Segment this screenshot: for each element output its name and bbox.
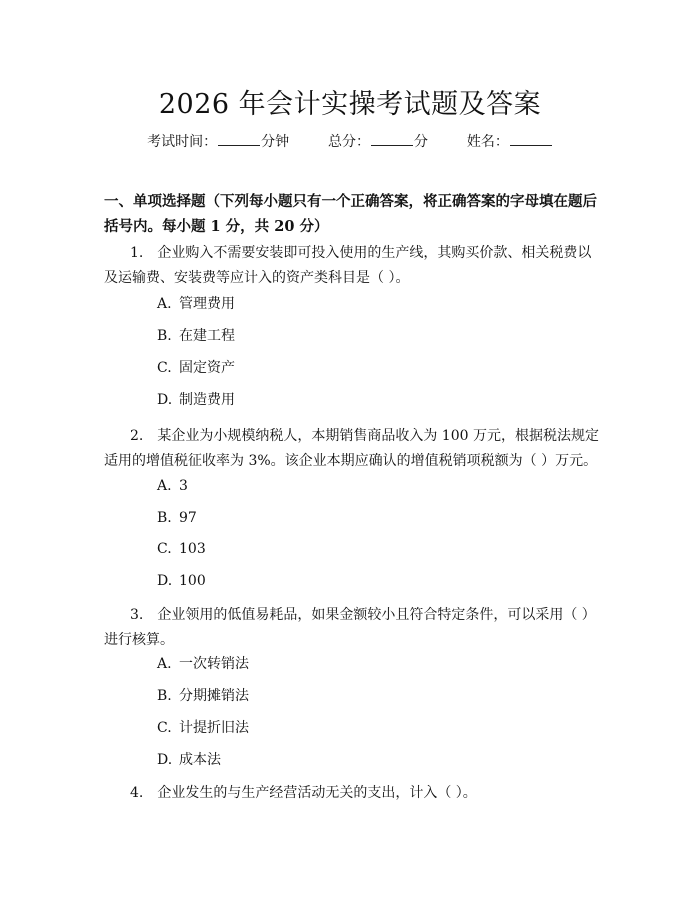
option-text: 成本法 bbox=[179, 752, 221, 768]
option-text: 计提折旧法 bbox=[179, 720, 249, 736]
option-text: 103 bbox=[179, 541, 206, 557]
option-text: 固定资产 bbox=[179, 360, 235, 376]
question-2-stem: 2. 某企业为小规模纳税人，本期销售商品收入为 100 万元，根据税法规定适用的增值税征收率为 3%。该企业本期应确认的增值税销项税额为（ ）万元。 bbox=[104, 428, 599, 469]
question-2-option-c bbox=[157, 539, 206, 559]
question-3-stem: 3. 企业领用的低值易耗品，如果金额较小且符合特定条件，可以采用（ ）进行核算。 bbox=[104, 607, 596, 648]
option-letter: A. bbox=[157, 656, 172, 672]
question-2-option-d bbox=[157, 571, 206, 591]
question-1-stem: 1. 企业购入不需要安装即可投入使用的生产线，其购买价款、相关税费以及运输费、安装费等应计入的资产类科目是（ ）。 bbox=[104, 245, 592, 286]
name-blank bbox=[510, 133, 552, 146]
option-letter: C. bbox=[157, 720, 172, 736]
document-title: 2026 年会计实操考试题及答案 bbox=[158, 89, 542, 120]
option-letter: D. bbox=[157, 752, 173, 768]
option-text: 100 bbox=[179, 573, 206, 589]
score-unit: 分 bbox=[414, 134, 428, 150]
question-1-option-b bbox=[157, 326, 235, 346]
name-label: 姓名： bbox=[466, 134, 509, 150]
question-4-stem: 4. 企业发生的与生产经营活动无关的支出，计入（ ）。 bbox=[130, 785, 477, 801]
option-letter: D. bbox=[157, 573, 173, 589]
time-label: 考试时间： bbox=[147, 134, 218, 150]
section-heading: 一、单项选择题（下列每小题只有一个正确答案，将正确答案的字母填在题后括号内。每小题 1 分，共 20 分） bbox=[104, 193, 597, 235]
option-text: 一次转销法 bbox=[179, 656, 249, 672]
question-2-option-b bbox=[157, 508, 197, 528]
score-blank bbox=[371, 133, 413, 146]
question-1-option-c bbox=[157, 358, 235, 378]
exam-meta-line bbox=[0, 131, 700, 151]
option-letter: B. bbox=[157, 328, 172, 344]
time-blank bbox=[218, 133, 260, 146]
option-letter: D. bbox=[157, 392, 173, 408]
question-1-option-d bbox=[157, 390, 235, 410]
question-1-option-a bbox=[157, 294, 235, 314]
option-text: 3 bbox=[179, 478, 188, 494]
question-3-option-c bbox=[157, 718, 249, 738]
question-3-option-d bbox=[157, 750, 221, 770]
option-letter: C. bbox=[157, 360, 172, 376]
time-unit: 分钟 bbox=[261, 134, 290, 150]
option-text: 分期摊销法 bbox=[179, 688, 249, 704]
option-letter: B. bbox=[157, 510, 172, 526]
option-text: 在建工程 bbox=[179, 328, 235, 344]
option-letter: B. bbox=[157, 688, 172, 704]
option-letter: A. bbox=[157, 296, 172, 312]
question-3-option-b bbox=[157, 686, 249, 706]
option-letter: A. bbox=[157, 478, 172, 494]
question-2-option-a bbox=[157, 476, 188, 496]
score-label: 总分： bbox=[328, 134, 370, 150]
option-letter: C. bbox=[157, 541, 172, 557]
option-text: 制造费用 bbox=[179, 392, 235, 408]
option-text: 97 bbox=[179, 510, 197, 526]
option-text: 管理费用 bbox=[179, 296, 235, 312]
question-3-option-a bbox=[157, 654, 249, 674]
